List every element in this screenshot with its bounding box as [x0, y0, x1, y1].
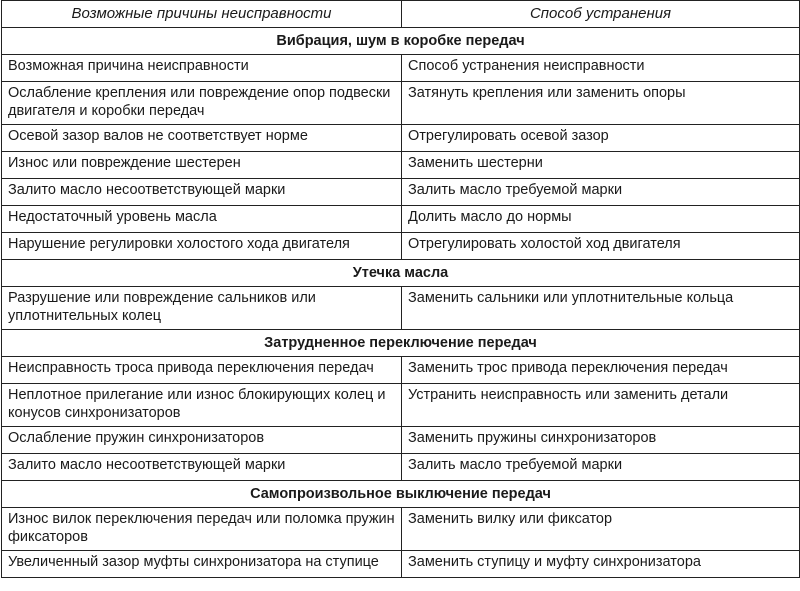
table-row [2, 233, 800, 260]
remedy-cell: Заменить трос привода переключения передач [402, 357, 800, 384]
section-title: Затрудненное переключение передач [2, 330, 800, 357]
cause-cell: Недостаточный уровень масла [2, 206, 402, 233]
section-row [2, 330, 800, 357]
cause-cell: Увеличенный зазор муфты синхронизатора на ступице [2, 551, 402, 578]
remedy-cell: Отрегулировать осевой зазор [402, 125, 800, 152]
table-row [2, 179, 800, 206]
remedy-cell: Заменить ступицу и муфту синхронизатора [402, 551, 800, 578]
cause-cell: Залито масло несоответствующей марки [2, 454, 402, 481]
remedy-cell: Заменить сальники или уплотнительные кольца [402, 287, 800, 330]
remedy-cell: Отрегулировать холостой ход двигателя [402, 233, 800, 260]
section-row [2, 28, 800, 55]
cause-cell: Неплотное прилегание или износ блокирующих колец и конусов синхронизаторов [2, 384, 402, 427]
remedy-cell: Заменить вилку или фиксатор [402, 508, 800, 551]
cause-cell: Ослабление крепления или повреждение опор подвески двигателя и коробки передач [2, 82, 402, 125]
table-row [2, 454, 800, 481]
remedy-cell: Затянуть крепления или заменить опоры [402, 82, 800, 125]
cause-cell: Износ или повреждение шестерен [2, 152, 402, 179]
remedy-cell: Способ устранения неисправности [402, 55, 800, 82]
remedy-cell: Заменить шестерни [402, 152, 800, 179]
cause-cell: Износ вилок переключения передач или поломка пружин фиксаторов [2, 508, 402, 551]
table-row [2, 287, 800, 330]
cause-cell: Разрушение или повреждение сальников или уплотнительных колец [2, 287, 402, 330]
table-row [2, 508, 800, 551]
table-row [2, 551, 800, 578]
remedy-cell: Заменить пружины синхронизаторов [402, 427, 800, 454]
table-row [2, 427, 800, 454]
header-causes: Возможные причины неисправности [2, 1, 402, 28]
cause-cell: Возможная причина неисправности [2, 55, 402, 82]
cause-cell: Осевой зазор валов не соответствует норме [2, 125, 402, 152]
section-title: Утечка масла [2, 260, 800, 287]
remedy-cell: Залить масло требуемой марки [402, 454, 800, 481]
section-row [2, 481, 800, 508]
table-header-row [2, 1, 800, 28]
troubleshooting-table [1, 0, 800, 578]
section-title: Вибрация, шум в коробке передач [2, 28, 800, 55]
cause-cell: Нарушение регулировки холостого хода двигателя [2, 233, 402, 260]
cause-cell: Ослабление пружин синхронизаторов [2, 427, 402, 454]
remedy-cell: Долить масло до нормы [402, 206, 800, 233]
cause-cell: Залито масло несоответствующей марки [2, 179, 402, 206]
table-row [2, 82, 800, 125]
table-row [2, 357, 800, 384]
section-row [2, 260, 800, 287]
table-row [2, 55, 800, 82]
remedy-cell: Устранить неисправность или заменить детали [402, 384, 800, 427]
table-row [2, 125, 800, 152]
table-row [2, 384, 800, 427]
remedy-cell: Залить масло требуемой марки [402, 179, 800, 206]
table-row [2, 152, 800, 179]
table-row [2, 206, 800, 233]
header-remedy: Способ устранения [402, 1, 800, 28]
section-title: Самопроизвольное выключение передач [2, 481, 800, 508]
table-body [2, 28, 800, 578]
cause-cell: Неисправность троса привода переключения передач [2, 357, 402, 384]
